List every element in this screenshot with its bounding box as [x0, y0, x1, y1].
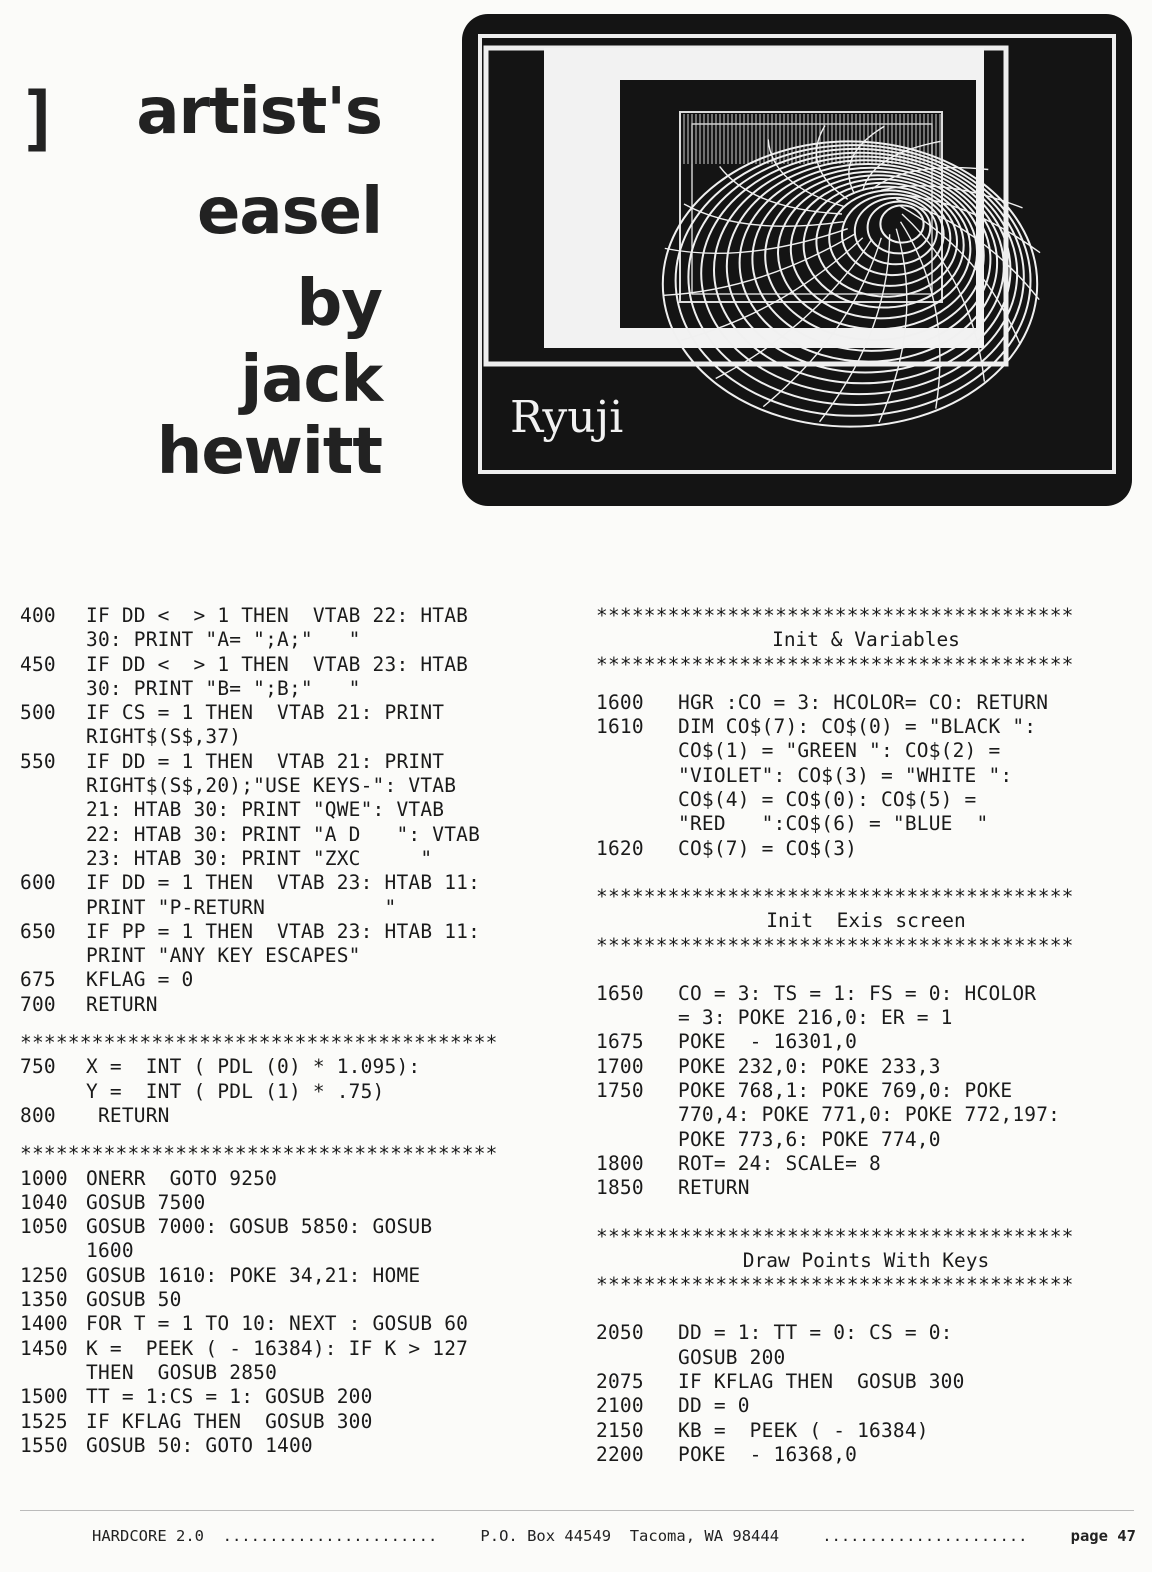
line-number: [20, 1080, 86, 1104]
line-number: 2200: [596, 1442, 644, 1466]
footer-dots: ......................: [822, 1527, 1028, 1545]
code-line: [20, 1167, 580, 1191]
code-line: [596, 1394, 1136, 1418]
line-number: [20, 847, 86, 871]
line-number: 650: [20, 919, 56, 943]
code-line: [20, 1410, 580, 1434]
line-number: [20, 944, 86, 968]
code-text: ONERR GOTO 9250: [86, 1166, 278, 1190]
code-text: RIGHT$(S$,37): [86, 725, 242, 749]
code-listing-right: [596, 604, 1136, 1467]
section-heading: Init Exis screen: [766, 909, 966, 933]
line-number: [20, 725, 86, 749]
line-number: [20, 628, 86, 652]
code-text: CO$(1) = "GREEN ": CO$(2) =: [678, 739, 1001, 763]
line-number: 1250: [20, 1263, 68, 1287]
code-text: FOR T = 1 TO 10: NEXT : GOSUB 60: [86, 1312, 469, 1336]
code-text: GOSUB 50: GOTO 1400: [86, 1433, 313, 1457]
title-line-artists: artist's: [136, 75, 382, 149]
code-line: [596, 764, 1136, 788]
code-text: = 3: POKE 216,0: ER = 1: [678, 1006, 953, 1030]
code-text: RETURN: [678, 1176, 750, 1200]
code-text: IF KFLAG THEN GOSUB 300: [678, 1370, 965, 1394]
code-line: [20, 1239, 580, 1263]
line-number: 675: [20, 968, 56, 992]
code-text: ROT= 24: SCALE= 8: [678, 1151, 881, 1175]
code-line: [20, 1312, 580, 1336]
line-number: 1650: [596, 981, 644, 1005]
code-line: [20, 701, 580, 725]
line-number: 500: [20, 701, 56, 725]
line-number: 700: [20, 992, 56, 1016]
code-line: [20, 798, 580, 822]
line-number: [20, 896, 86, 920]
code-text: IF DD = 1 THEN VTAB 23: HTAB 11:: [86, 871, 481, 895]
code-text: 770,4: POKE 771,0: POKE 772,197:: [678, 1103, 1061, 1127]
code-line: [20, 1055, 580, 1079]
line-number: 1800: [596, 1151, 644, 1175]
code-block: [20, 604, 580, 1017]
code-text: CO = 3: TS = 1: FS = 0: HCOLOR: [678, 981, 1037, 1005]
code-line: [20, 1104, 580, 1128]
code-text: KB = PEEK ( - 16384): [678, 1418, 929, 1442]
code-line: [20, 968, 580, 992]
code-line: [596, 1176, 1136, 1200]
code-text: RETURN: [86, 992, 158, 1016]
line-number: [20, 1361, 86, 1385]
code-line: [20, 1080, 580, 1104]
code-text: CO$(4) = CO$(0): CO$(5) =: [678, 788, 977, 812]
code-text: DD = 0: [678, 1394, 750, 1418]
code-text: IF DD < > 1 THEN VTAB 23: HTAB: [86, 652, 469, 676]
line-number: [20, 1239, 86, 1263]
code-line: [596, 1055, 1136, 1079]
code-text: IF KFLAG THEN GOSUB 300: [86, 1409, 373, 1433]
code-line: [596, 715, 1136, 739]
line-number: [20, 798, 86, 822]
separator-stars: ****************************************: [596, 933, 1074, 957]
code-line: [20, 1434, 580, 1458]
line-number: [596, 1103, 678, 1127]
page-number: page 47: [1070, 1527, 1136, 1545]
code-line: [20, 1264, 580, 1288]
code-text: POKE 773,6: POKE 774,0: [678, 1127, 941, 1151]
line-number: 1610: [596, 715, 644, 739]
section-heading: Init & Variables: [772, 628, 960, 652]
code-line: [20, 944, 580, 968]
code-line: [20, 677, 580, 701]
code-text: IF CS = 1 THEN VTAB 21: PRINT: [86, 701, 445, 725]
code-text: POKE 232,0: POKE 233,3: [678, 1054, 941, 1078]
line-number: [596, 764, 678, 788]
separator-stars: ****************************************: [596, 1224, 1074, 1248]
line-number: 1500: [20, 1385, 68, 1409]
code-text: "RED ":CO$(6) = "BLUE ": [678, 812, 989, 836]
line-number: [20, 774, 86, 798]
code-text: POKE - 16368,0: [678, 1442, 858, 1466]
code-line: [596, 1346, 1136, 1370]
code-text: KFLAG = 0: [86, 968, 194, 992]
code-text: K = PEEK ( - 16384): IF K > 127: [86, 1336, 469, 1360]
code-line: [20, 920, 580, 944]
code-text: 21: HTAB 30: PRINT "QWE": VTAB: [86, 798, 445, 822]
code-line: [596, 1128, 1136, 1152]
line-number: 800: [20, 1103, 56, 1127]
line-number: 750: [20, 1055, 56, 1079]
code-line: [596, 1103, 1136, 1127]
line-number: 1040: [20, 1190, 68, 1214]
code-line: [20, 823, 580, 847]
code-line: [20, 774, 580, 798]
code-text: GOSUB 7000: GOSUB 5850: GOSUB: [86, 1215, 433, 1239]
line-number: 1400: [20, 1312, 68, 1336]
line-number: 1550: [20, 1433, 68, 1457]
line-number: 1850: [596, 1176, 644, 1200]
code-text: 23: HTAB 30: PRINT "ZXC ": [86, 846, 433, 870]
code-text: IF DD < > 1 THEN VTAB 22: HTAB: [86, 604, 469, 627]
code-line: [20, 1337, 580, 1361]
section-heading: Draw Points With Keys: [742, 1248, 990, 1272]
code-line: [20, 896, 580, 920]
code-line: [20, 993, 580, 1017]
code-text: TT = 1:CS = 1: GOSUB 200: [86, 1385, 373, 1409]
artist-signature: Ryuji: [510, 392, 624, 443]
separator-stars: ****************************************: [20, 1031, 498, 1055]
code-text: RETURN: [86, 1103, 170, 1127]
code-text: X = INT ( PDL (0) * 1.095):: [86, 1055, 421, 1079]
line-number: 1000: [20, 1166, 68, 1190]
code-text: IF PP = 1 THEN VTAB 23: HTAB 11:: [86, 919, 481, 943]
artwork-screenshot: [462, 14, 1132, 506]
separator-stars: ****************************************: [20, 1142, 498, 1166]
code-line: [20, 604, 580, 628]
footer-rule: [20, 1510, 1134, 1511]
code-text: CO$(7) = CO$(3): [678, 836, 858, 860]
title-line-easel: easel: [196, 175, 382, 249]
code-text: PRINT "P-RETURN ": [86, 895, 397, 919]
code-text: THEN GOSUB 2850: [86, 1360, 278, 1384]
line-number: [20, 677, 86, 701]
code-text: 22: HTAB 30: PRINT "A D ": VTAB: [86, 822, 481, 846]
line-number: [596, 1006, 678, 1030]
code-block: [596, 982, 1136, 1201]
line-number: 1450: [20, 1336, 68, 1360]
separator-stars: ****************************************: [596, 884, 1074, 908]
code-text: "VIOLET": CO$(3) = "WHITE ":: [678, 763, 1013, 787]
code-line: [20, 1191, 580, 1215]
line-number: 1620: [596, 836, 644, 860]
code-text: GOSUB 200: [678, 1345, 786, 1369]
line-number: 400: [20, 604, 56, 627]
code-text: HGR :CO = 3: HCOLOR= CO: RETURN: [678, 690, 1049, 714]
code-line: [596, 1152, 1136, 1176]
code-text: IF DD = 1 THEN VTAB 21: PRINT: [86, 749, 445, 773]
line-number: 1675: [596, 1030, 644, 1054]
line-number: 550: [20, 749, 56, 773]
title-line-by: by: [296, 267, 382, 341]
code-text: RIGHT$(S$,20);"USE KEYS-": VTAB: [86, 774, 457, 798]
author-last-name: hewitt: [156, 415, 382, 489]
line-number: 1700: [596, 1054, 644, 1078]
line-number: [596, 1346, 678, 1370]
line-number: 450: [20, 652, 56, 676]
line-number: 2050: [596, 1321, 644, 1345]
title-bracket: ]: [18, 77, 61, 159]
line-number: 1050: [20, 1215, 68, 1239]
code-line: [20, 653, 580, 677]
author-first-name: jack: [240, 343, 382, 417]
line-number: 600: [20, 871, 56, 895]
code-line: [596, 1030, 1136, 1054]
code-text: POKE 768,1: POKE 769,0: POKE: [678, 1079, 1013, 1103]
code-text: GOSUB 1610: POKE 34,21: HOME: [86, 1263, 421, 1287]
code-line: [596, 1419, 1136, 1443]
code-line: [596, 691, 1136, 715]
line-number: 1750: [596, 1079, 644, 1103]
code-text: GOSUB 50: [86, 1288, 182, 1312]
code-block: [20, 1167, 580, 1459]
line-number: 1600: [596, 690, 644, 714]
code-line: [20, 1385, 580, 1409]
article-title: [10, 60, 382, 489]
code-line: [20, 628, 580, 652]
code-text: 30: PRINT "A= ";A;" ": [86, 628, 361, 652]
separator-stars: ****************************************: [596, 604, 1074, 627]
code-text: 30: PRINT "B= ";B;" ": [86, 676, 361, 700]
code-text: POKE - 16301,0: [678, 1030, 858, 1054]
code-block: [20, 1055, 580, 1128]
line-number: 2075: [596, 1370, 644, 1394]
code-line: [20, 750, 580, 774]
code-line: [20, 1288, 580, 1312]
code-line: [596, 837, 1136, 861]
code-line: [20, 1361, 580, 1385]
separator-stars: ****************************************: [596, 652, 1074, 676]
code-line: [596, 1321, 1136, 1345]
code-text: PRINT "ANY KEY ESCAPES": [86, 944, 361, 968]
code-line: [596, 982, 1136, 1006]
line-number: [20, 823, 86, 847]
separator-stars: ****************************************: [596, 1273, 1074, 1297]
line-number: [596, 739, 678, 763]
code-line: [20, 725, 580, 749]
line-number: [596, 1128, 678, 1152]
footer-publication: HARDCORE 2.0 .......................: [92, 1527, 438, 1545]
footer-address: P.O. Box 44549 Tacoma, WA 98444: [480, 1527, 780, 1545]
page-footer: [92, 1527, 1136, 1545]
code-line: [596, 812, 1136, 836]
code-line: [596, 1006, 1136, 1030]
code-text: Y = INT ( PDL (1) * .75): [86, 1079, 385, 1103]
line-number: 2100: [596, 1394, 644, 1418]
line-number: 2150: [596, 1418, 644, 1442]
code-block: [596, 691, 1136, 861]
code-line: [20, 1215, 580, 1239]
code-text: 1600: [86, 1239, 134, 1263]
code-line: [20, 847, 580, 871]
line-number: 1525: [20, 1409, 68, 1433]
code-text: DIM CO$(7): CO$(0) = "BLACK ":: [678, 715, 1037, 739]
code-line: [596, 739, 1136, 763]
code-block: [596, 1321, 1136, 1467]
code-line: [20, 871, 580, 895]
code-line: [596, 1079, 1136, 1103]
code-text: GOSUB 7500: [86, 1190, 206, 1214]
code-line: [596, 788, 1136, 812]
line-number: [596, 812, 678, 836]
line-number: [596, 788, 678, 812]
line-number: 1350: [20, 1288, 68, 1312]
code-line: [596, 1370, 1136, 1394]
code-text: DD = 1: TT = 0: CS = 0:: [678, 1321, 953, 1345]
code-listing-left: [20, 604, 580, 1458]
code-line: [596, 1443, 1136, 1467]
